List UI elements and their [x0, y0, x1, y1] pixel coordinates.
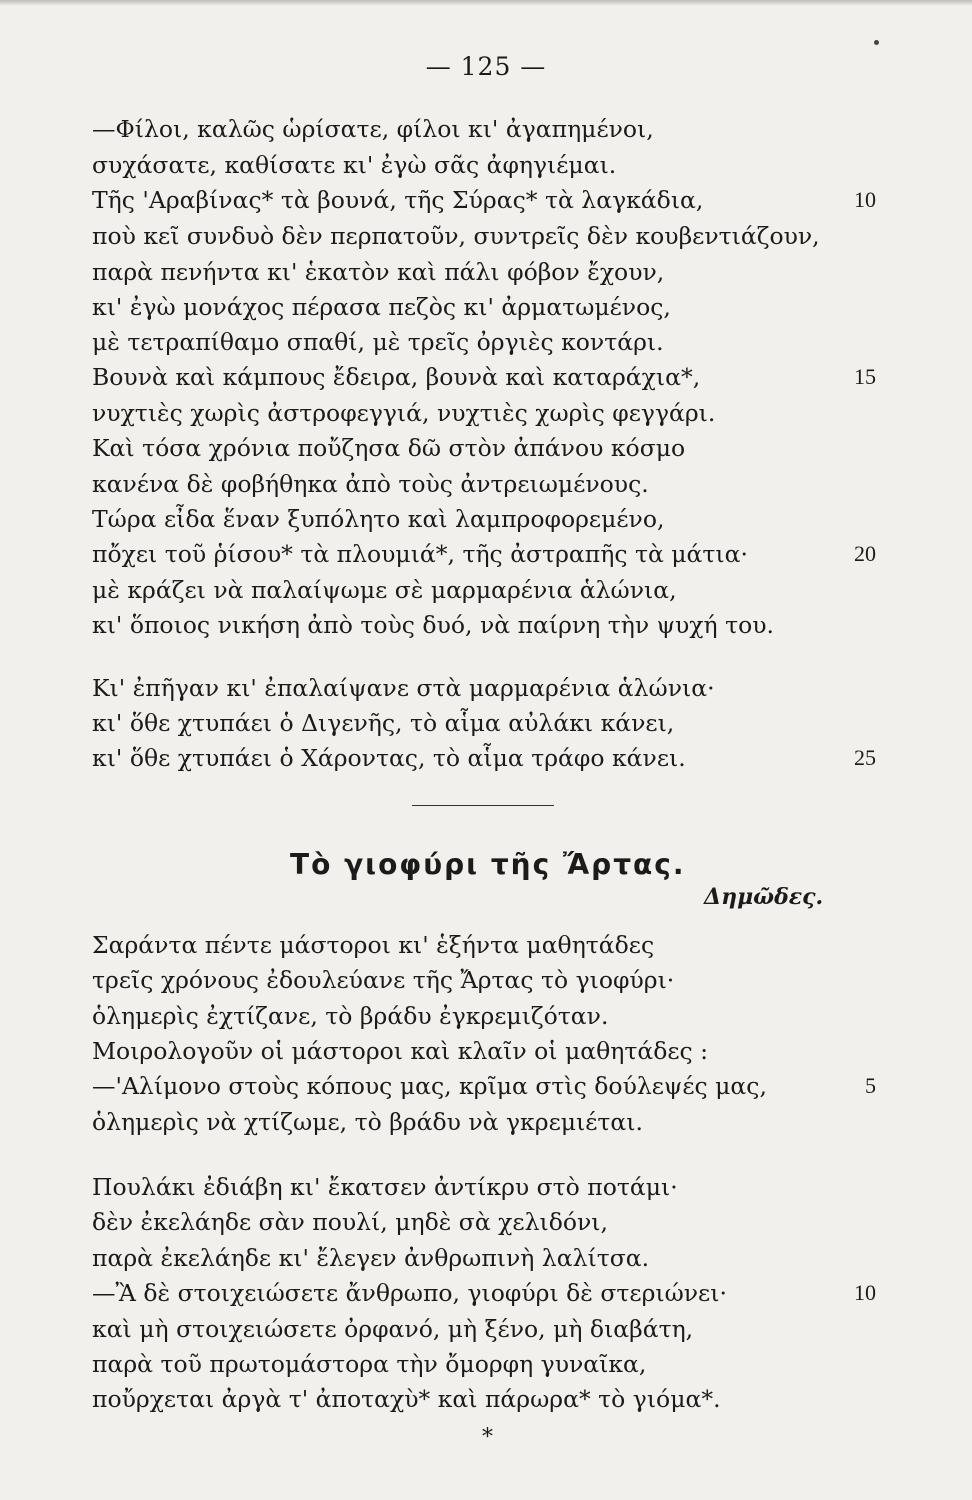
- poem2-line: καὶ μὴ στοιχειώσετε ὀρφανό, μὴ ξένο, μὴ διαβάτη,: [92, 1315, 694, 1343]
- poem1-line: μὲ κράζει νὰ παλαίψωμε σὲ μαρμαρένια ἁλώνια,: [92, 576, 677, 604]
- poem2-line: παρὰ ἐκελάηδε κι' ἔλεγεν ἀνθρωπινὴ λαλίτσα.: [92, 1244, 650, 1272]
- poem2-line: παρὰ τοῦ πρωτομάστορα τὴν ὄμορφη γυναῖκα,: [92, 1350, 647, 1378]
- line-number: 10: [854, 1280, 876, 1305]
- poem2-line: ποὔρχεται ἀργὰ τ' ἀποταχὺ* καὶ πάρωρα* τὸ γιόμα*.: [92, 1385, 721, 1413]
- section-divider: [412, 805, 554, 806]
- poem2-line: ὁλημερὶς νὰ χτίζωμε, τὸ βράδυ νὰ γκρεμιέται.: [92, 1108, 643, 1136]
- poem1-line: κι' ὅθε χτυπάει ὁ Διγενῆς, τὸ αἷμα αὐλάκι κάνει,: [92, 709, 675, 737]
- end-asterisk: *: [482, 1425, 493, 1450]
- poem2-line: Μοιρολογοῦν οἱ μάστοροι καὶ κλαῖν οἱ μαθητάδες :: [92, 1037, 709, 1065]
- poem1-line: Τῆς 'Αραβίνας* τὰ βουνά, τῆς Σύρας* τὰ λαγκάδια,: [92, 186, 704, 214]
- poem1-line: κι' ὅθε χτυπάει ὁ Χάροντας, τὸ αἷμα τράφο κάνει.: [92, 744, 686, 772]
- poem-subtitle: Δημῶδες.: [704, 884, 824, 910]
- poem1-line: κι' ὅποιος νικήση ἀπὸ τοὺς δυό, νὰ παίρνη τὴν ψυχή του.: [92, 611, 774, 639]
- poem1-line: νυχτιὲς χωρὶς ἀστροφεγγιά, νυχτιὲς χωρὶς φεγγάρι.: [92, 399, 716, 427]
- poem2-line: τρεῖς χρόνους ἐδουλεύανε τῆς Ἄρτας τὸ γιοφύρι·: [92, 966, 675, 994]
- scan-top-edge: [0, 0, 972, 6]
- poem1-line: Τώρα εἶδα ἕναν ξυπόλητο καὶ λαμπροφορεμένο,: [92, 505, 665, 533]
- poem2-line: δὲν ἐκελάηδε σὰν πουλί, μηδὲ σὰ χελιδόνι,: [92, 1208, 608, 1236]
- poem1-line: —Φίλοι, καλῶς ὡρίσατε, φίλοι κι' ἀγαπημένοι,: [92, 115, 654, 143]
- poem2-line: —'Αλίμονο στοὺς κόπους μας, κρῖμα στὶς δούλεψές μας,: [92, 1072, 767, 1100]
- poem1-line: μὲ τετραπίθαμο σπαθί, μὲ τρεῖς ὀργιὲς κοντάρι.: [92, 328, 664, 356]
- line-number: 10: [854, 187, 876, 212]
- poem2-line: Σαράντα πέντε μάστοροι κι' ἑξήντα μαθητάδες: [92, 931, 655, 959]
- poem1-line: ποὺ κεῖ συνδυὸ δὲν περπατοῦν, συντρεῖς δὲν κουβεντιάζουν,: [92, 222, 820, 250]
- line-number: 25: [854, 745, 876, 770]
- line-number: 20: [854, 541, 876, 566]
- poem1-line: Κι' ἐπῆγαν κι' ἐπαλαίψανε στὰ μαρμαρένια ἁλώνια·: [92, 674, 715, 702]
- poem-title: Τὸ γιοφύρι τῆς Ἄρτας.: [290, 848, 686, 881]
- poem2-line: —Ἂ δὲ στοιχειώσετε ἄνθρωπο, γιοφύρι δὲ στεριώνει·: [92, 1279, 727, 1307]
- ink-dot: [874, 40, 879, 45]
- page-number: — 125 —: [425, 52, 547, 81]
- poem1-line: κανένα δὲ φοβήθηκα ἀπὸ τοὺς ἀντρειωμένους.: [92, 470, 649, 498]
- line-number: 5: [865, 1073, 876, 1098]
- poem1-line: συχάσατε, καθίσατε κι' ἐγὼ σᾶς ἀφηγιέμαι.: [92, 151, 617, 179]
- poem1-line: Βουνὰ καὶ κάμπους ἔδειρα, βουνὰ καὶ καταράχια*,: [92, 363, 701, 391]
- poem2-line: ὁλημερὶς ἐχτίζανε, τὸ βράδυ ἐγκρεμιζόταν.: [92, 1002, 609, 1030]
- poem1-line: Καὶ τόσα χρόνια ποὔζησα δῶ στὸν ἀπάνου κόσμο: [92, 434, 686, 462]
- line-number: 15: [854, 364, 876, 389]
- poem1-line: παρὰ πενήντα κι' ἑκατὸν καὶ πάλι φόβον ἔχουν,: [92, 258, 665, 286]
- poem2-line: Πουλάκι ἐδιάβη κι' ἔκατσεν ἀντίκρυ στὸ ποτάμι·: [92, 1173, 678, 1201]
- poem1-line: πὄχει τοῦ ῥίσου* τὰ πλουμιά*, τῆς ἀστραπῆς τὰ μάτια·: [92, 540, 748, 568]
- poem1-line: κι' ἐγὼ μονάχος πέρασα πεζὸς κι' ἀρματωμένος,: [92, 293, 671, 321]
